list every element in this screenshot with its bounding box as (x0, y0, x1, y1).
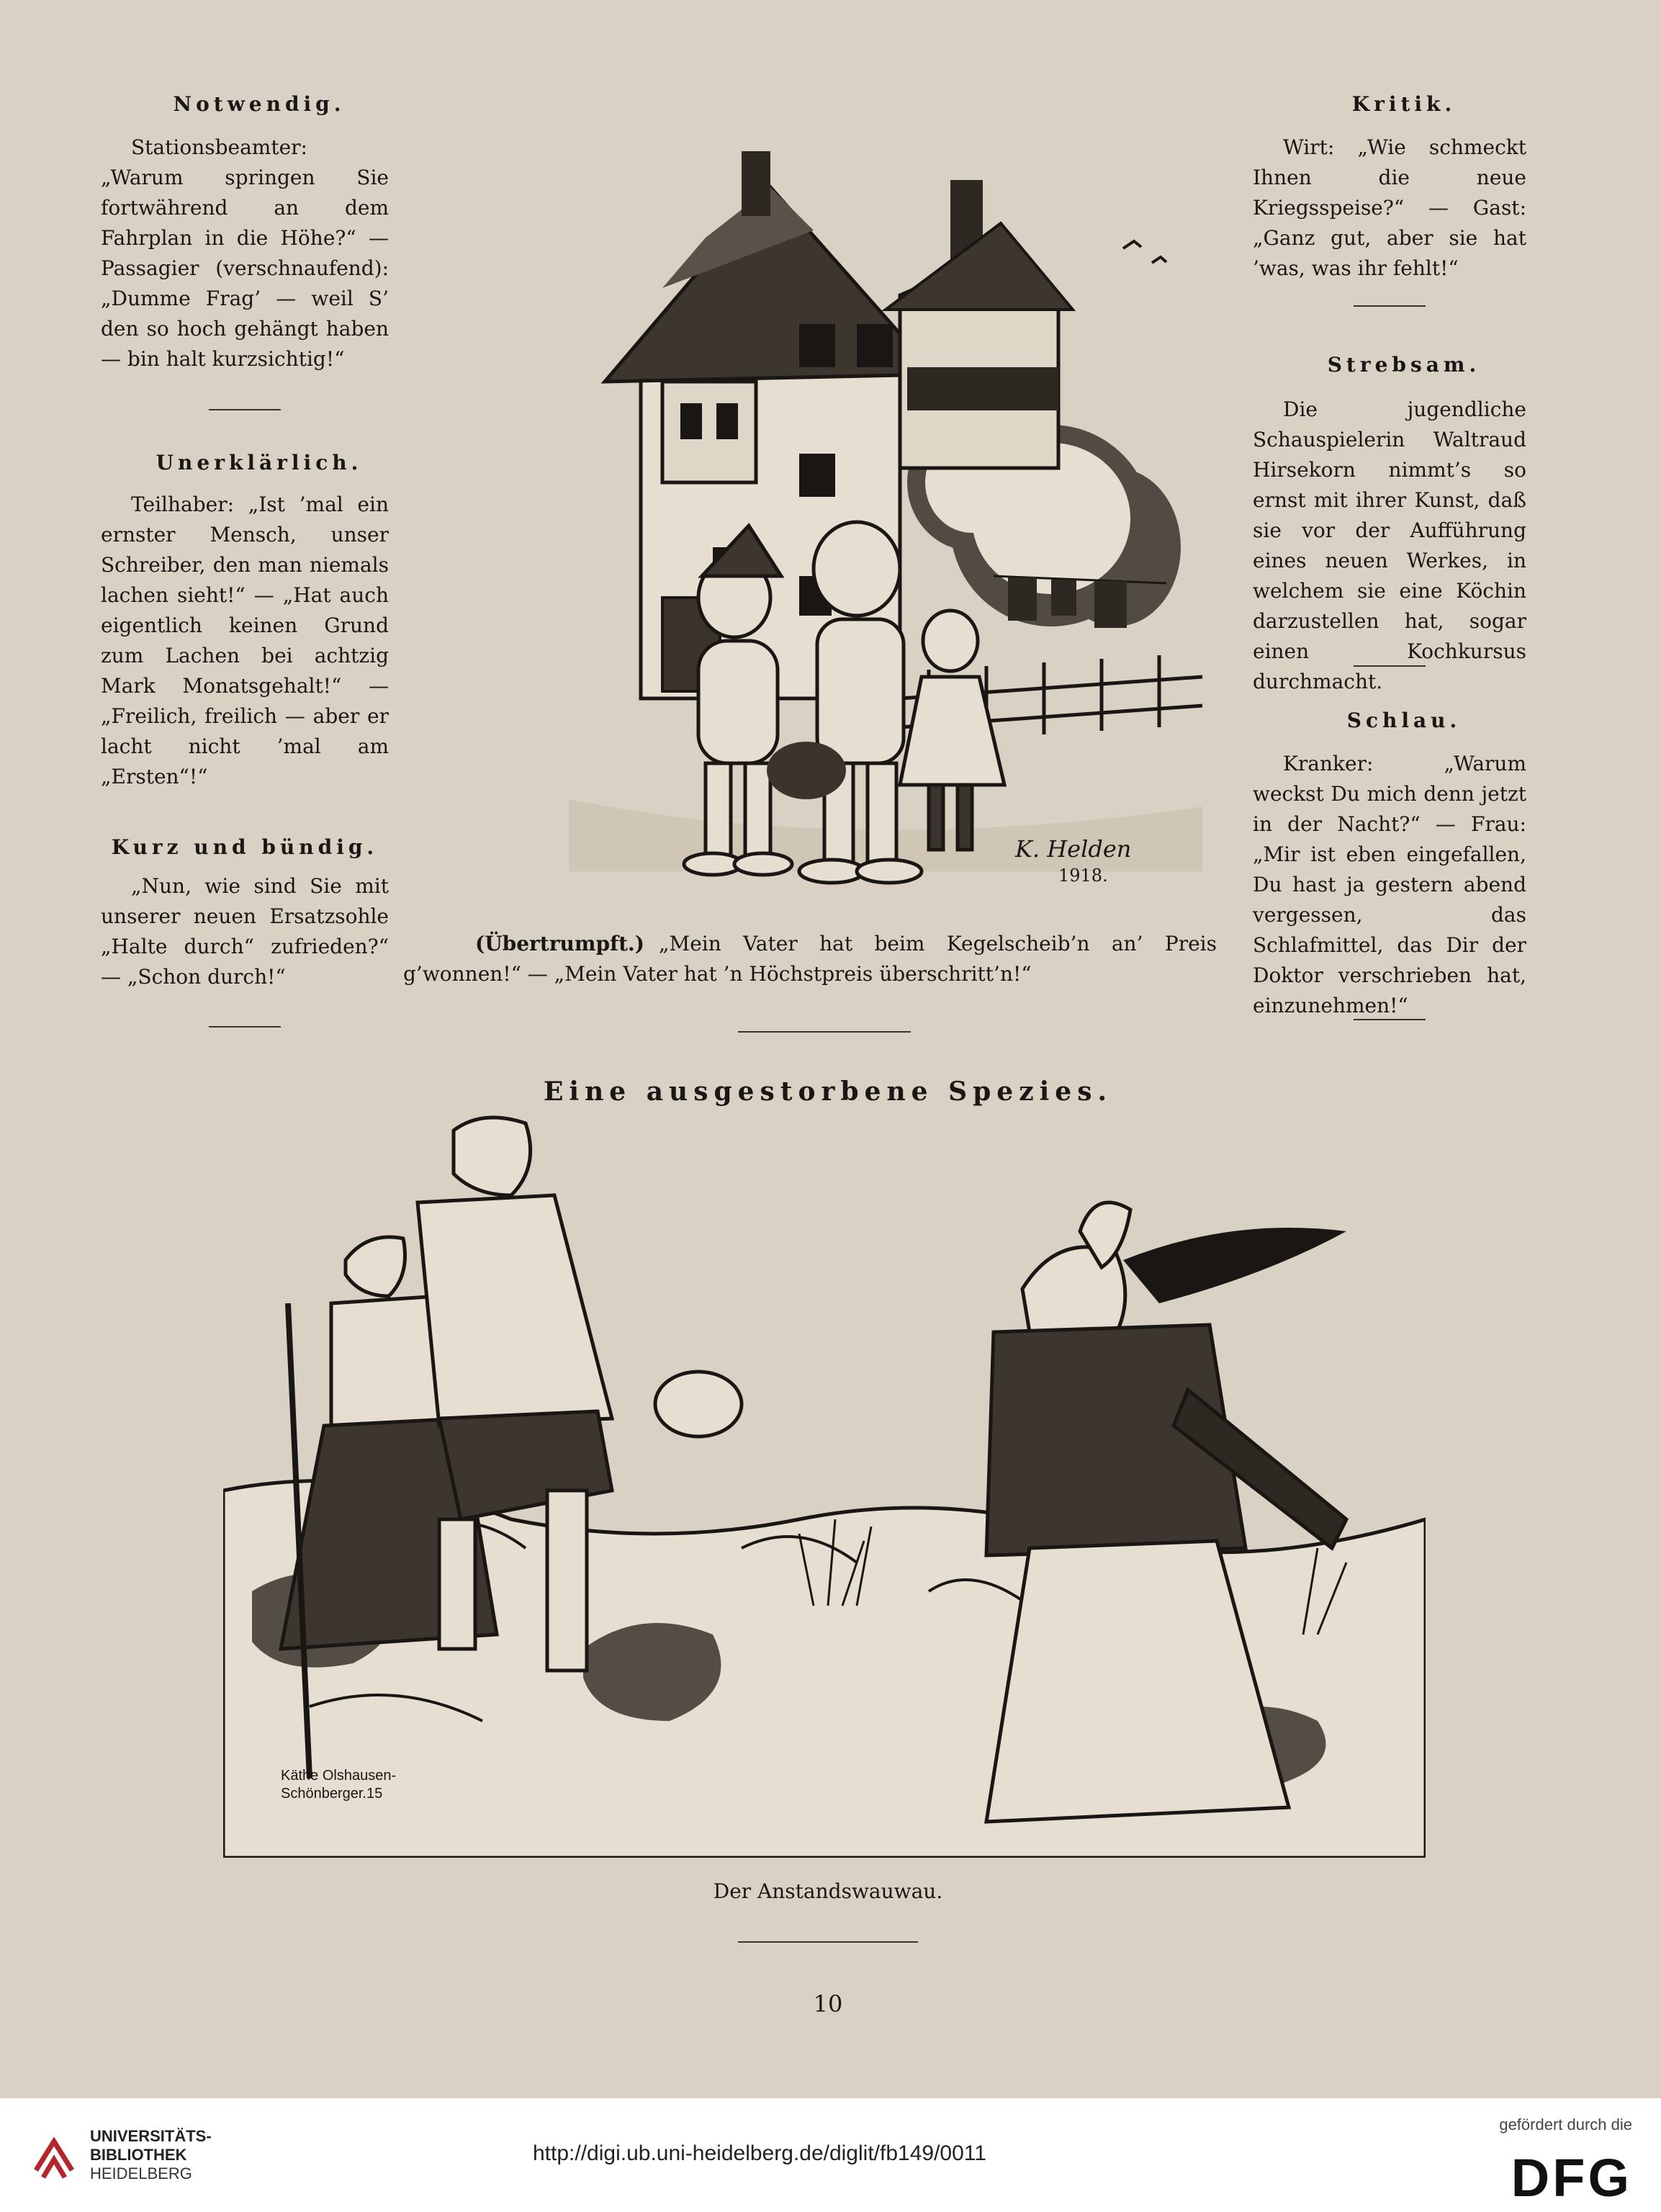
village-house-drawing (497, 79, 1210, 907)
page-number: 10 (813, 1990, 843, 2018)
bottom-signature-line2: Schönberger.15 (281, 1786, 383, 1802)
source-url-link[interactable]: http://digi.ub.uni-heidelberg.de/diglit/fb149/0011 (533, 2141, 986, 2165)
joke-strebsam-text: Die jugendliche Schauspielerin Waltraud Hirsekorn nimmt’s so ernst mit ihrer Kunst, daß sie vor der Aufführung eines neuen Werkes, in welchem sie eine Köchin darzustellen hat, sogar einen Kochkursus durchmacht. (1253, 397, 1526, 693)
joke-unerklaerlich (101, 490, 389, 792)
joke-strebsam (1253, 395, 1526, 697)
joke-notwendig-text: Stationsbeamter: „Warum springen Sie fortwährend an dem Fahrplan in die Höhe?“ — Passagier (verschnaufend): „Dumme Frag’ — weil S’ den so hoch gehängt haben — bin halt kurzsichtig!“ (101, 135, 389, 371)
heading-unerklaerlich: Unerklärlich. (156, 451, 363, 475)
top-illustration-year: 1918. (1058, 866, 1108, 886)
top-illustration-caption (403, 929, 1217, 989)
divider (1354, 1019, 1426, 1020)
digitization-footer (0, 2098, 1661, 2212)
joke-kritik (1253, 132, 1526, 284)
joke-schlau-text: Kranker: „Warum weckst Du mich denn jetzt in der Nacht?“ — Frau: „Mir ist eben eingefallen, Du hast ja gestern abend vergessen, das Schlafmittel, das Dir der Doktor verschrieben hat, einzunehmen!“ (1253, 752, 1526, 1017)
divider (1354, 305, 1426, 307)
joke-kritik-text: Wirt: „Wie schmeckt Ihnen die neue Kriegsspeise?“ — Gast: „Ganz gut, aber sie hat ’was, was ihr fehlt!“ (1253, 135, 1526, 280)
joke-unerklaerlich-text: Teilhaber: „Ist ’mal ein ernster Mensch, unser Schreiber, den man niemals lachen sieht!“ — „Hat auch eigentlich keinen Grund zum Lachen bei achtzig Mark Monatsgehalt!“ — „Freilich, freilich — aber er lacht nicht ’mal am „Ersten“!“ (101, 493, 389, 788)
divider (209, 1026, 281, 1028)
bottom-illustration (223, 1087, 1426, 1858)
institution-name (90, 2127, 212, 2183)
heading-schlau: Schlau. (1346, 709, 1462, 732)
divider (1354, 665, 1426, 667)
joke-schlau (1253, 749, 1526, 1021)
funding-label: gefördert durch die (1499, 2116, 1632, 2134)
divider (738, 1941, 918, 1943)
university-library-logo-icon (29, 2127, 79, 2185)
top-illustration-signature: K. Helden (1015, 835, 1132, 863)
institution-line1: UNIVERSITÄTS- (90, 2127, 212, 2145)
heading-notwendig: Notwendig. (173, 92, 346, 116)
heading-kritik: Kritik. (1351, 92, 1457, 116)
heading-kurz-und-buendig: Kurz und bündig. (111, 835, 379, 859)
bottom-signature-line1: Käthe Olshausen- (281, 1768, 397, 1784)
institution-line2: BIBLIOTHEK (90, 2146, 187, 2164)
bottom-illustration-caption: Der Anstandswauwau. (713, 1879, 943, 1903)
institution-line3: HEIDELBERG (90, 2164, 192, 2182)
divider (209, 409, 281, 410)
divider (738, 1031, 911, 1033)
caption-title: (Übertrumpft.) (475, 932, 645, 956)
section-heading-ausgestorbene-spezies: Eine ausgestorbene Spezies. (543, 1076, 1113, 1107)
joke-kurz-und-buendig-text: „Nun, wie sind Sie mit unserer neuen Ersatzsohle „Halte durch“ zufrieden?“ — „Schon durch!“ (101, 874, 389, 989)
heading-strebsam: Strebsam. (1327, 353, 1481, 377)
top-illustration (497, 79, 1210, 907)
caption-text: „Mein Vater hat beim Kegelscheib’n an’ Preis g’wonnen!“ — „Mein Vater hat ’n Höchstpreis überschritt’n!“ (403, 932, 1217, 986)
joke-kurz-und-buendig (101, 871, 389, 992)
hiking-couple-and-chaperone-drawing (223, 1087, 1426, 1858)
dfg-logo: DFG (1511, 2148, 1632, 2208)
joke-notwendig (101, 132, 389, 374)
